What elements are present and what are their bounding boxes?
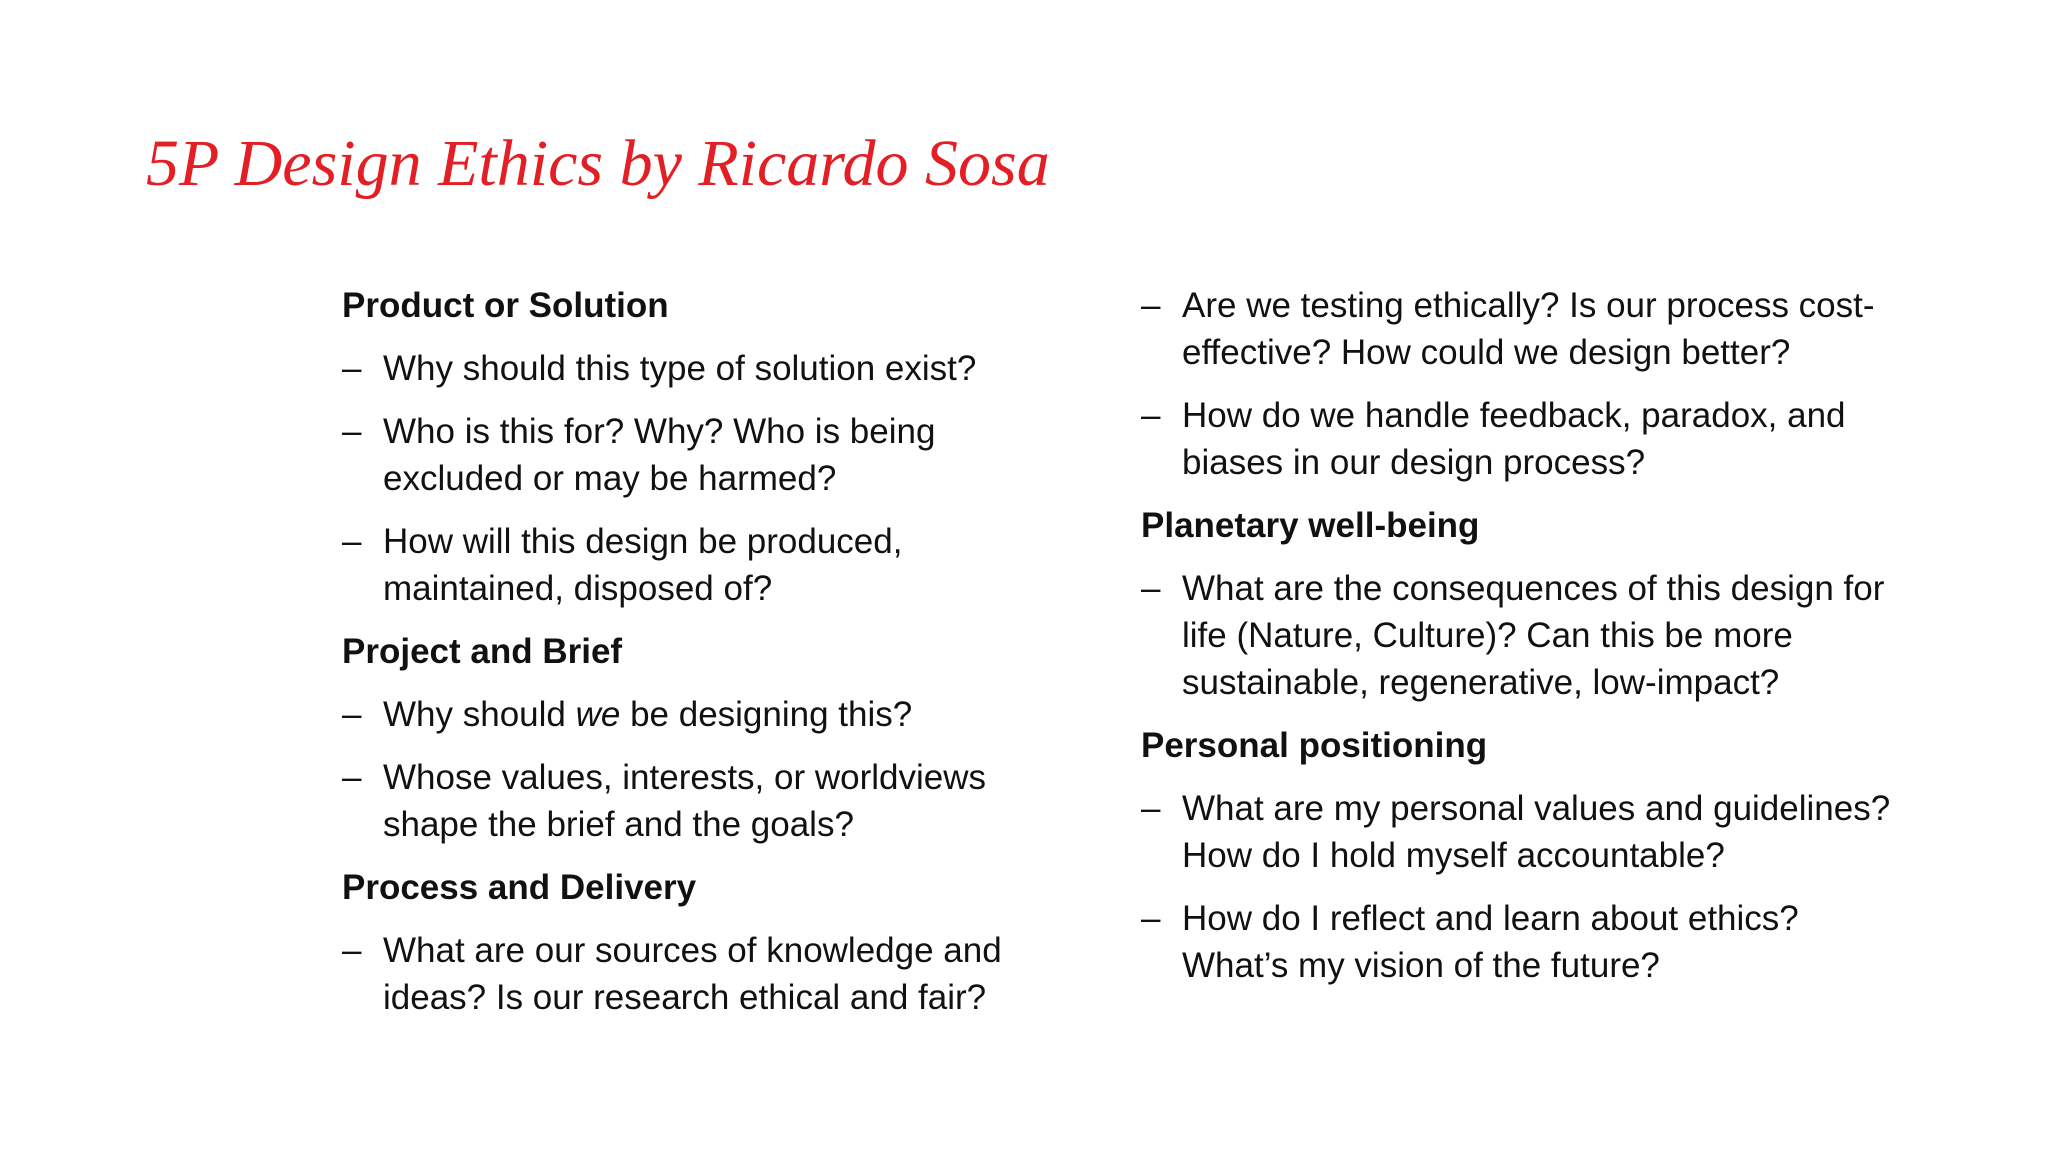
bullet-text xyxy=(383,695,912,734)
bullet-text-after: be designing this? xyxy=(620,695,913,734)
bullet-item xyxy=(1141,895,1911,989)
bullet-text: What are our sources of knowledge and ideas? Is our research ethical and fair? xyxy=(383,931,1002,1017)
bullet-text-before: Why should xyxy=(383,695,576,734)
dash-marker: – xyxy=(1141,286,1161,325)
bullet-item xyxy=(342,927,1062,1021)
bullet-text: How will this design be produced, maintained, disposed of? xyxy=(383,522,903,608)
section-heading-personal: Personal positioning xyxy=(1141,726,1488,765)
bullet-item xyxy=(342,691,1062,738)
dash-marker: – xyxy=(342,931,362,970)
dash-marker: – xyxy=(1141,396,1161,435)
bullet-text: Are we testing ethically? Is our process cost-effective? How could we design better? xyxy=(1182,286,1875,372)
bullet-text: Whose values, interests, or worldviews shape the brief and the goals? xyxy=(383,758,986,844)
bullet-text: How do I reflect and learn about ethics? What’s my vision of the future? xyxy=(1182,899,1799,985)
bullet-item xyxy=(342,754,1062,848)
dash-marker: – xyxy=(1141,569,1161,608)
dash-marker: – xyxy=(342,412,362,451)
bullet-text-emphasis: we xyxy=(575,695,621,734)
bullet-text: Why should this type of solution exist? xyxy=(383,349,977,388)
section-heading-process: Process and Delivery xyxy=(342,868,697,907)
section-heading-product: Product or Solution xyxy=(342,286,669,325)
left-column xyxy=(342,282,1062,1037)
dash-marker: – xyxy=(1141,899,1161,938)
bullet-item xyxy=(1141,392,1911,486)
bullet-item xyxy=(342,345,1062,392)
section-heading-planetary: Planetary well-being xyxy=(1141,506,1480,545)
right-column xyxy=(1141,282,1911,1005)
bullet-item xyxy=(342,408,1062,502)
bullet-item xyxy=(1141,282,1911,376)
bullet-text: What are my personal values and guidelines? How do I hold myself accountable? xyxy=(1182,789,1891,875)
dash-marker: – xyxy=(342,522,362,561)
dash-marker: – xyxy=(342,695,362,734)
dash-marker: – xyxy=(1141,789,1161,828)
bullet-item xyxy=(1141,565,1911,706)
bullet-item xyxy=(1141,785,1911,879)
bullet-text: What are the consequences of this design for life (Nature, Culture)? Can this be more sustainable, regenerative, low-impact? xyxy=(1182,569,1885,702)
bullet-text: Who is this for? Why? Who is being excluded or may be harmed? xyxy=(383,412,936,498)
section-heading-project: Project and Brief xyxy=(342,632,623,671)
slide-title: 5P Design Ethics by Ricardo Sosa xyxy=(146,127,1050,200)
dash-marker: – xyxy=(342,758,362,797)
bullet-text: How do we handle feedback, paradox, and biases in our design process? xyxy=(1182,396,1846,482)
dash-marker: – xyxy=(342,349,362,388)
bullet-item xyxy=(342,518,1062,612)
